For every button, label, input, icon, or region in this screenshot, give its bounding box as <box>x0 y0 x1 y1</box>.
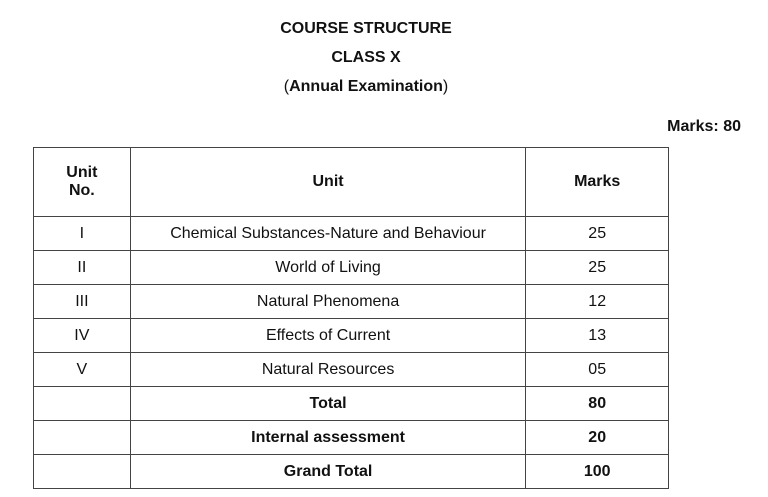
internal-assessment-row <box>34 421 669 455</box>
unit-name-cell: Effects of Current <box>130 319 526 353</box>
empty-cell <box>34 421 131 455</box>
table-row <box>34 353 669 387</box>
marks-cell: 05 <box>526 353 669 387</box>
unit-name-cell: Chemical Substances-Nature and Behaviour <box>130 217 526 251</box>
summary-label-cell: Total <box>130 387 526 421</box>
marks-cell: 13 <box>526 319 669 353</box>
empty-cell <box>34 387 131 421</box>
summary-label-cell: Grand Total <box>130 455 526 489</box>
header-unit-no-line1: Unit <box>66 164 98 181</box>
marks-cell: 25 <box>526 251 669 285</box>
empty-cell <box>34 455 131 489</box>
marks-cell: 25 <box>526 217 669 251</box>
unit-name-cell: Natural Phenomena <box>130 285 526 319</box>
unit-no-cell: V <box>34 353 131 387</box>
paren-close: ) <box>442 78 449 95</box>
summary-label-cell: Internal assessment <box>130 421 526 455</box>
unit-no-cell: III <box>34 285 131 319</box>
unit-no-cell: IV <box>34 319 131 353</box>
total-row <box>34 387 669 421</box>
header-unit: Unit <box>130 148 526 217</box>
table-row <box>34 251 669 285</box>
course-structure-table <box>33 147 669 489</box>
exam-label: Annual Examination <box>289 78 443 95</box>
table-row <box>34 285 669 319</box>
exam-heading <box>0 77 732 97</box>
table-row <box>34 319 669 353</box>
header-unit-no <box>34 148 131 217</box>
table-row <box>34 217 669 251</box>
unit-no-cell: II <box>34 251 131 285</box>
unit-name-cell: World of Living <box>130 251 526 285</box>
summary-marks-cell: 100 <box>526 455 669 489</box>
marks-cell: 12 <box>526 285 669 319</box>
unit-name-cell: Natural Resources <box>130 353 526 387</box>
table-header-row <box>34 148 669 217</box>
total-marks-label: Marks: 80 <box>667 118 741 135</box>
document-title: COURSE STRUCTURE <box>280 20 452 37</box>
class-heading: CLASS X <box>331 49 401 66</box>
unit-no-cell: I <box>34 217 131 251</box>
header-marks: Marks <box>526 148 669 217</box>
header-unit-no-line2: No. <box>68 182 95 199</box>
grand-total-row <box>34 455 669 489</box>
summary-marks-cell: 80 <box>526 387 669 421</box>
paren-open: ( <box>283 78 290 95</box>
summary-marks-cell: 20 <box>526 421 669 455</box>
